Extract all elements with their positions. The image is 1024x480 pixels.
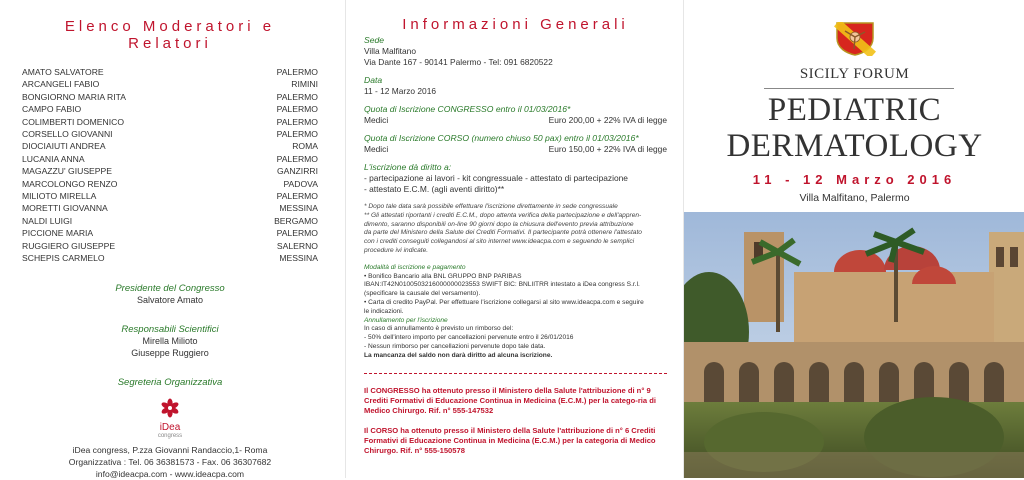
speakers-list (22, 66, 318, 265)
title-rule (764, 88, 954, 89)
speaker-name: RUGGIERO GIUSEPPE (22, 240, 116, 251)
entitlement-label: L'iscrizione dà diritto a: (364, 162, 452, 172)
event-place: Villa Malfitano, Palermo (799, 192, 910, 204)
course-fee-who: Medici (364, 144, 389, 154)
scientific-leads-label: Responsabili Scientifici (121, 323, 219, 335)
speaker-row (22, 252, 318, 264)
general-info-panel (345, 0, 681, 478)
speaker-row (22, 153, 318, 165)
speaker-name: ARCANGELI FABIO (22, 79, 100, 90)
divider (364, 373, 667, 374)
footnote-line: dimento, saranno disponibili on-line 90 giorni dopo la chiusura dell'evento previa attribuzione (364, 220, 634, 228)
cancellation-line: - Nessun rimborso per cancellazioni pervenute dopo tale data. (364, 342, 546, 350)
speaker-name: AMATO SALVATORE (22, 67, 104, 77)
footnotes (364, 203, 667, 256)
speaker-row (22, 227, 318, 239)
congress-fee-row (364, 115, 667, 126)
president-label: Presidente del Congresso (115, 282, 225, 294)
title-line-1: PEDIATRIC (767, 92, 942, 128)
speaker-city: PALERMO (276, 228, 318, 239)
speaker-row (22, 140, 318, 152)
speaker-name: CAMPO FABIO (22, 104, 82, 115)
speaker-row (22, 116, 318, 128)
speaker-row (22, 91, 318, 103)
speaker-city: PALERMO (276, 104, 318, 115)
speaker-city: PALERMO (276, 91, 318, 102)
venue-name: Villa Malfitano (364, 46, 416, 56)
organizer-contact[interactable]: info@ideacpa.com - www.ideacpa.com (95, 468, 245, 479)
speaker-row (22, 78, 318, 90)
speaker-city: SALERNO (276, 240, 318, 251)
speaker-city: BERGAMO (274, 215, 318, 226)
cancellation-note: La mancanza del saldo non darà diritto ad alcuna iscrizione. (364, 351, 553, 359)
footnote-line: con i crediti conseguiti collegandosi al sito internet www.ideacpa.com e seguendo le semplici (364, 238, 635, 246)
congress-fee-who: Medici (364, 115, 389, 125)
speaker-row (22, 178, 318, 190)
speaker-name: MAGAZZU' GIUSEPPE (22, 166, 112, 177)
speaker-name: MILIOTO MIRELLA (22, 191, 97, 202)
payment-line: (specificare la causale del versamento). (364, 290, 481, 298)
course-fee-price: Euro 150,00 + 22% IVA di legge (548, 144, 667, 154)
course-fee-label: Quota di Iscrizione CORSO (numero chiuso 50 pax) entro il 01/03/2016* (364, 133, 639, 143)
speaker-name: COLIMBERTI DOMENICO (22, 116, 125, 127)
entitlement-line: - partecipazione ai lavori - kit congressuale - attestato di partecipazione (364, 173, 628, 183)
date-label: Data (364, 75, 383, 85)
cancellation-label: Annullamento per l'iscrizione (364, 316, 448, 324)
payment-line: le indicazioni. (364, 307, 404, 315)
speaker-name: SCHEPIS CARMELO (22, 253, 105, 264)
scientific-lead: Mirella Milioto (142, 335, 198, 346)
payment-line: IBAN:IT42N0100503216000000023553 SWIFT BIC: BNLIITRR intestato a iDea congress S.r.l. (364, 281, 640, 289)
speaker-city: MESSINA (279, 203, 318, 214)
entitlement-line: - attestato E.C.M. (agli aventi diritto)** (364, 184, 505, 194)
footnote-line: procedure ivi indicate. (364, 246, 429, 254)
forum-label: SICILY FORUM (799, 66, 910, 82)
payment-label: Modalità di iscrizione e pagamento (364, 263, 466, 271)
speaker-name: PICCIONE MARIA (22, 228, 94, 239)
speaker-name: MORETTI GIOVANNA (22, 203, 108, 214)
venue-address: Via Dante 167 - 90141 Palermo - Tel: 091 6820522 (364, 57, 553, 67)
speakers-panel (0, 0, 340, 478)
president-name: Salvatore Amato (136, 294, 204, 305)
ecm-course-text: Il CORSO ha ottenuto presso il Ministero della Salute l'attribuzione di n° 6 Crediti Formativi di Educazione Continua in Medicina (E.C.M.) per la categoria di Medico Chirurgo. Rif. n° 555-150578 (364, 425, 656, 455)
course-fee-row (364, 144, 667, 155)
speaker-city: PALERMO (276, 67, 318, 77)
cancellation-line: In caso di annullamento è previsto un rimborso del: (364, 325, 514, 333)
congress-fee-price: Euro 200,00 + 22% IVA di legge (548, 115, 667, 125)
speaker-city: RIMINI (291, 79, 318, 90)
speaker-name: BONGIORNO MARIA RITA (22, 91, 126, 102)
speaker-city: PALERMO (276, 116, 318, 127)
cover-panel (683, 0, 1024, 478)
ecm-congress-text: Il CONGRESSO ha ottenuto presso il Ministero della Salute l'attribuzione di n° 9 Crediti Formativi di Educazione Continua in Medicina (E.C.M.) per la catego-ria di Medico Chirurgo. Rif. n° 555-147532 (364, 385, 656, 415)
speaker-city: PALERMO (276, 191, 318, 202)
footnote-line: * Dopo tale data sarà possibile effettuare l'iscrizione direttamente in sede congressuale (364, 203, 618, 210)
speaker-row (22, 215, 318, 227)
scientific-lead: Giuseppe Ruggiero (131, 347, 209, 358)
organizer-address: iDea congress, P.zza Giovanni Randaccio,1- Roma (72, 444, 268, 455)
flower-icon (155, 398, 185, 418)
speakers-title: Elenco Moderatori e Relatori (64, 18, 276, 52)
payment-line: • Bonifico Bancario alla BNL GRUPPO BNP PARIBAS (364, 272, 522, 280)
speaker-row (22, 202, 318, 214)
speaker-name: LUCANIA ANNA (22, 153, 85, 164)
speaker-city: PALERMO (276, 129, 318, 140)
venue-label: Sede (364, 35, 385, 45)
speaker-row (22, 66, 318, 78)
speaker-name: MARCOLONGO RENZO (22, 178, 118, 189)
logo-subtext: congress (157, 432, 183, 439)
speaker-row (22, 240, 318, 252)
speaker-name: DIOCIAIUTI ANDREA (22, 141, 106, 152)
secretariat-label: Segreteria Organizzativa (117, 376, 223, 388)
speaker-row (22, 190, 318, 202)
speaker-city: PADOVA (283, 178, 318, 189)
logo-text: iDea (159, 421, 181, 433)
speaker-city: PALERMO (276, 153, 318, 164)
organizer-info (22, 444, 318, 480)
cloister-photo (684, 212, 1024, 478)
speaker-row (22, 128, 318, 140)
footnote-line: da parte del Ministero della Salute dei Crediti Formativi. Il partecipante potrà ottenere l'attestato (364, 229, 642, 237)
payment-line: • Carta di credito PayPal. Per effettuare l'iscrizione collegarsi al sito www.ideacpa.com e seguire (364, 298, 644, 306)
speaker-city: ROMA (292, 141, 318, 152)
cancellation-line: - 50% dell'intero importo per cancellazioni pervenute entro il 26/01/2016 (364, 334, 574, 342)
footnote-line: ** Gli attestati riportanti i crediti E.C.M., dopo attenta verifica della partecipazione e dell'appren- (364, 211, 642, 219)
event-dates: 11 - 12 Marzo 2016 (752, 172, 957, 187)
speaker-row (22, 165, 318, 177)
speaker-name: CORSELLO GIOVANNI (22, 129, 113, 140)
date-value: 11 - 12 Marzo 2016 (364, 86, 437, 96)
speaker-city: GANZIRRI (276, 166, 318, 177)
congress-fee-label: Quota di Iscrizione CONGRESSO entro il 01/03/2016* (364, 104, 571, 114)
title-line-2: DERMATOLOGY (726, 128, 983, 164)
speaker-row (22, 103, 318, 115)
speaker-name: NALDI LUIGI (22, 215, 73, 226)
general-info-title: Informazioni Generali (402, 16, 629, 33)
speaker-city: MESSINA (279, 253, 318, 264)
sicily-crest-icon (834, 22, 876, 56)
idea-logo (22, 398, 318, 440)
organizer-phone: Organizzativa : Tel. 06 36381573 - Fax. 06 36307682 (68, 456, 272, 467)
